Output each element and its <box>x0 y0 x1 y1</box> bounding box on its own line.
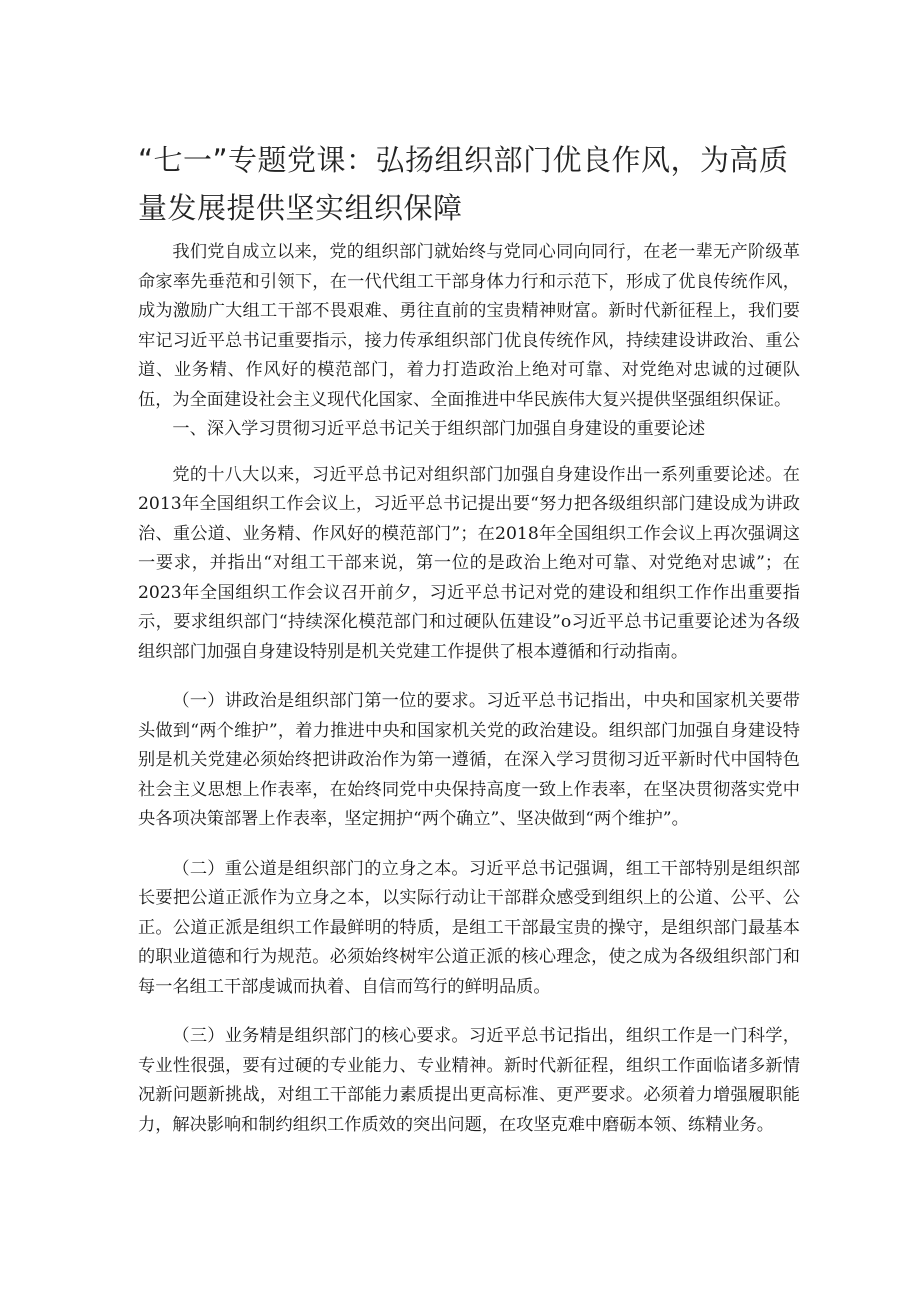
section-1-paragraph: 党的十八大以来，习近平总书记对组织部门加强自身建设作出一系列重要论述。在2013年全国组织工作会议上，习近平总书记提出要“努力把各级组织部门建设成为讲政治、重公道、业务精、作风好的模范部门”；在2018年全国组织工作会议上再次强调这一要求，并指出“对组工干部来说，第一位的是政治上绝对可靠、对党绝对忠诚”；在2023年全国组织工作会议召开前夕，习近平总书记对党的建设和组织工作作出重要指示，要求组织部门“持续深化模范部门和过硬队伍建设”o习近平总书记重要论述为各级组织部门加强自身建设特别是机关党建工作提供了根本遵循和行动指南。 <box>138 464 800 662</box>
subsection-1-paragraph: （一）讲政治是组织部门第一位的要求。习近平总书记指出，中央和国家机关要带头做到“两个维护”，着力推进中央和国家机关党的政治建设。组织部门加强自身建设特别是机关党建必须始终把讲政治作为第一遵循，在深入学习贯彻习近平新时代中国特色社会主义思想上作表率，在始终同党中央保持高度一致上作表率，在坚决贯彻落实党中央各项决策部署上作表率，坚定拥护“两个确立”、坚决做到“两个维护”。 <box>138 691 800 829</box>
document-title: “七一”专题党课：弘扬组织部门优良作风，为高质量发展提供坚实组织保障 <box>138 143 789 225</box>
document-body <box>138 238 800 1140</box>
section-heading-1: 一、深入学习贯彻习近平总书记关于组织部门加强自身建设的重要论述 <box>172 419 706 439</box>
subsection-3-paragraph: （三）业务精是组织部门的核心要求。习近平总书记指出，组织工作是一门科学，专业性很强，要有过硬的专业能力、专业精神。新时代新征程，组织工作面临诸多新情况新问题新挑战，对组工干部能力素质提出更高标准、更严要求。必须着力增强履职能力，解决影响和制约组织工作质效的突出问题，在攻坚克难中磨砺本领、练精业务。 <box>138 1026 800 1135</box>
subsection-2-paragraph: （二）重公道是组织部门的立身之本。习近平总书记强调，组工干部特别是组织部长要把公道正派作为立身之本，以实际行动让干部群众感受到组织上的公道、公平、公正。公道正派是组织工作最鲜明的特质，是组工干部最宝贵的操守，是组织部门最基本的职业道德和行为规范。必须始终树牢公道正派的核心理念，使之成为各级组织部门和每一名组工干部虔诚而执着、自信而笃行的鲜明品质。 <box>138 858 800 997</box>
intro-paragraph: 我们党自成立以来，党的组织部门就始终与党同心同向同行，在老一辈无产阶级革命家率先垂范和引领下，在一代代组工干部身体力行和示范下，形成了优良传统作风，成为激励广大组工干部不畏艰难、勇往直前的宝贵精神财富。新时代新征程上，我们要牢记习近平总书记重要指示，接力传承组织部门优良传统作风，持续建设讲政治、重公道、业务精、作风好的模范部门，着力打造政治上绝对可靠、对党绝对忠诚的过硬队伍，为全面建设社会主义现代化国家、全面推进中华民族伟大复兴提供坚强组织保证。 <box>138 242 800 410</box>
